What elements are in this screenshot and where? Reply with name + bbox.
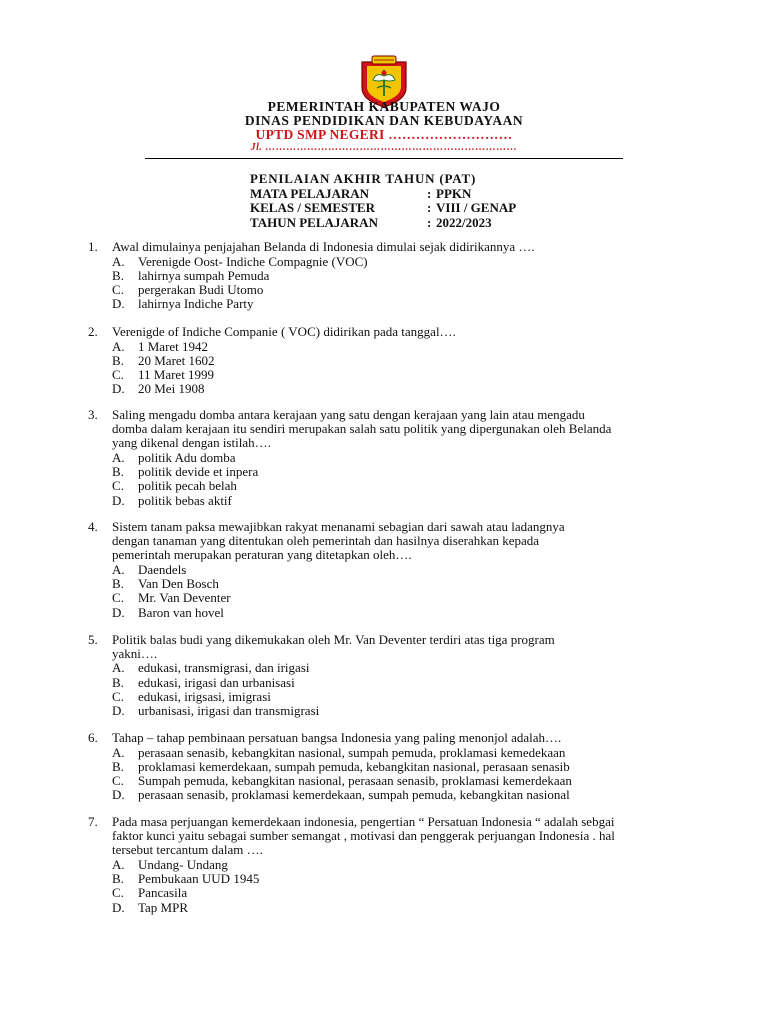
answer-option-c: C. 11 Maret 1999 [112, 367, 215, 382]
answer-option-a: A. Verenigde Oost- Indiche Compagnie (VOC) [112, 254, 368, 269]
question-text-line: Saling mengadu domba antara kerajaan yang satu dengan kerajaan yang lain atau mengadu [112, 407, 585, 422]
field-value: VIII / GENAP [436, 200, 517, 215]
answer-option-c: C. pergerakan Budi Utomo [112, 282, 264, 297]
question-number: 2. [88, 324, 98, 339]
answer-option-c: C. Pancasila [112, 885, 188, 900]
answer-option-b: B. 20 Maret 1602 [112, 353, 215, 368]
question-text-line: yang dikenal dengan istilah…. [112, 435, 271, 450]
answer-option-d: D. 20 Mei 1908 [112, 381, 205, 396]
answer-option-d: D. politik bebas aktif [112, 493, 232, 508]
answer-option-d: D. Tap MPR [112, 900, 189, 915]
question-number: 4. [88, 519, 98, 534]
field-label: KELAS / SEMESTER [250, 200, 375, 215]
question-text-line: Pada masa perjuangan kemerdekaan indonesia, pengertian “ Persatuan Indonesia “ adalah sebgai [112, 814, 615, 829]
answer-option-a: A. 1 Maret 1942 [112, 339, 209, 354]
answer-option-b: B. proklamasi kemerdekaan, sumpah pemuda, kebangkitan nasional, perasaan senasib [112, 759, 570, 774]
field-label: TAHUN PELAJARAN [250, 214, 378, 230]
answer-option-a: A. edukasi, transmigrasi, dan irigasi [112, 660, 310, 675]
header-divider [145, 158, 623, 159]
answer-option-d: D. lahirnya Indiche Party [112, 296, 254, 311]
question-number: 3. [88, 407, 98, 422]
exam-title: PENILAIAN AKHIR TAHUN (PAT) [250, 171, 477, 186]
answer-option-a: A. Undang- Undang [112, 857, 228, 872]
answer-option-c: C. edukasi, irigsasi, imigrasi [112, 689, 271, 704]
question-text-line: Awal dimulainya penjajahan Belanda di Indonesia dimulai sejak didirikannya …. [112, 239, 535, 254]
field-separator: : [427, 214, 432, 230]
question-text-line: domba dalam kerajaan itu sendiri merupakan salah satu politik yang dipergunakan oleh Belanda [112, 421, 612, 436]
answer-option-c: C. Sumpah pemuda, kebangkitan nasional, perasaan senasib, proklamasi kemerdekaan [112, 773, 572, 788]
answer-option-b: B. politik devide et inpera [112, 464, 259, 479]
answer-option-a: A. Daendels [112, 562, 187, 577]
header-address: Jl. ……………………………………………………………… [250, 142, 518, 153]
answer-option-b: B. lahirnya sumpah Pemuda [112, 268, 270, 283]
answer-option-d: D. Baron van hovel [112, 605, 224, 620]
question-number: 1. [88, 239, 98, 254]
field-label: MATA PELAJARAN [250, 185, 370, 201]
question-number: 6. [88, 730, 98, 745]
answer-option-b: B. Van Den Bosch [112, 576, 219, 591]
field-value: 2022/2023 [436, 214, 492, 230]
question-text-line: faktor kunci yaitu sebagai sumber semangat , motivasi dan penggerak perjuangan Indonesia . hal [112, 828, 615, 843]
answer-option-b: B. Pembukaan UUD 1945 [112, 871, 260, 886]
field-separator: : [427, 185, 432, 201]
question-number: 7. [88, 814, 98, 829]
question-text-line: Sistem tanam paksa mewajibkan rakyat menanami sebagian dari sawah atau ladangnya [112, 519, 565, 534]
question-text-line: Politik balas budi yang dikemukakan oleh Mr. Van Deventer terdiri atas tiga program [112, 632, 555, 647]
field-value: PPKN [436, 185, 472, 201]
answer-option-a: A. perasaan senasib, kebangkitan nasional, sumpah pemuda, proklamasi kemedekaan [112, 745, 566, 760]
question-text-line: pemerintah merupakan peraturan yang ditetapkan oleh…. [112, 547, 412, 562]
answer-option-c: C. Mr. Van Deventer [112, 590, 231, 605]
question-text-line: Verenigde of Indiche Companie ( VOC) didirikan pada tanggal…. [112, 324, 456, 339]
question-number: 5. [88, 632, 98, 647]
field-separator: : [427, 200, 432, 215]
answer-option-d: D. urbanisasi, irigasi dan transmigrasi [112, 703, 320, 718]
answer-option-c: C. politik pecah belah [112, 478, 237, 493]
answer-option-d: D. perasaan senasib, proklamasi kemerdekaan, sumpah pemuda, kebangkitan nasional [112, 787, 570, 802]
answer-option-a: A. politik Adu domba [112, 450, 236, 465]
header-government-name: PEMERINTAH KABUPATEN WAJO [267, 99, 501, 114]
header-school-name: UPTD SMP NEGERI ……………………… [255, 127, 513, 142]
answer-option-b: B. edukasi, irigasi dan urbanisasi [112, 675, 295, 690]
question-text-line: tersebut tercantum dalam …. [112, 842, 263, 857]
question-text-line: Tahap – tahap pembinaan persatuan bangsa Indonesia yang paling menonjol adalah…. [112, 730, 562, 745]
header-department-name: DINAS PENDIDIKAN DAN KEBUDAYAAN [244, 113, 524, 128]
question-text-line: yakni…. [112, 646, 158, 661]
question-text-line: dengan tanaman yang ditentukan oleh pemerintah dan hasilnya diserahkan kepada [112, 533, 540, 548]
